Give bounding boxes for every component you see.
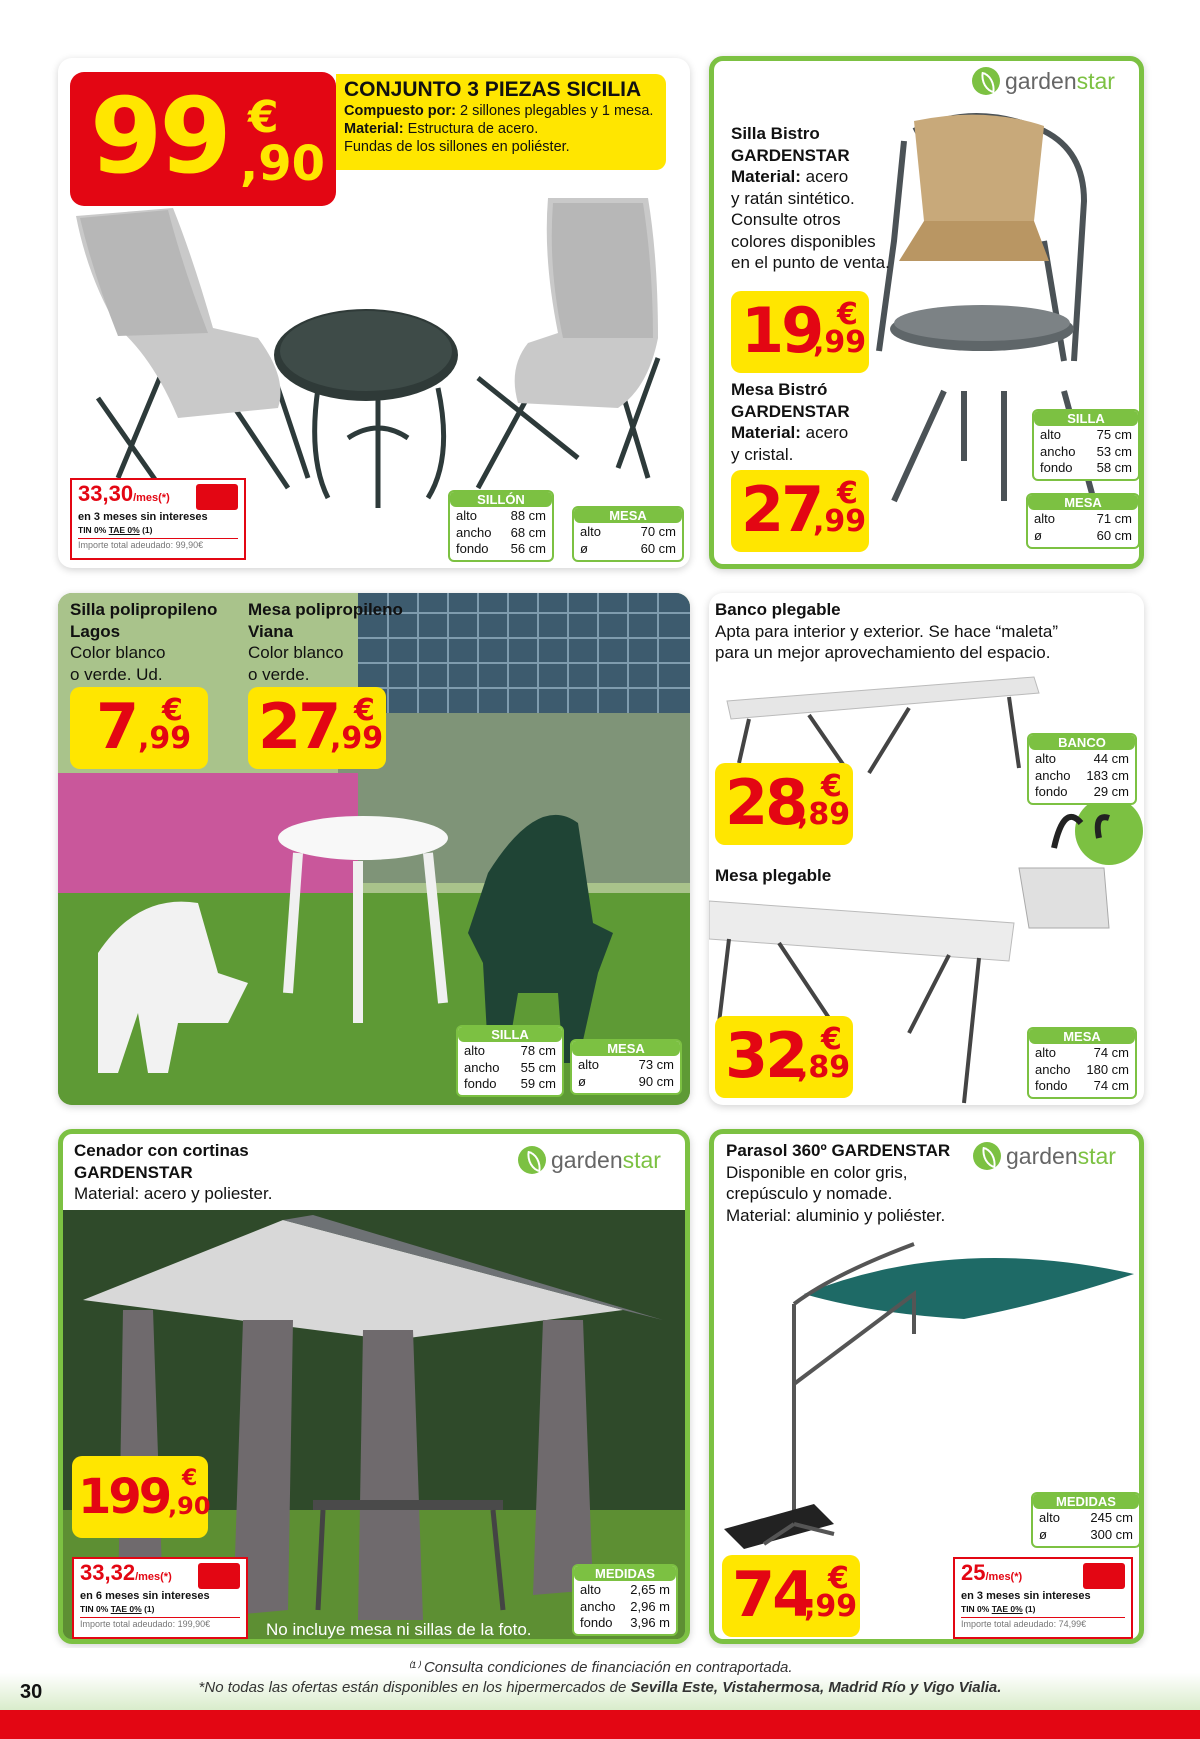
table-price-tag	[731, 470, 869, 552]
dimensions-silla	[1032, 409, 1140, 481]
tae-text: TAE 0%	[110, 1604, 142, 1614]
page-number: 30	[20, 1681, 43, 1703]
price-integer: 19	[741, 294, 822, 367]
dimensions-sillon	[448, 490, 554, 562]
dim-row: fondo 74 cm	[1035, 1078, 1129, 1093]
viana-desc: Color blanco	[248, 643, 344, 662]
price-integer: 199	[78, 1469, 170, 1525]
chair-material	[731, 166, 911, 188]
dimensions-cenador	[572, 1564, 678, 1636]
brand-part-a: garden	[1005, 67, 1077, 94]
dimensions-header: SILLÓN	[450, 492, 552, 507]
installments-text: en 3 meses sin intereses	[961, 1590, 1091, 1602]
dim-row: alto 44 cm	[1035, 751, 1129, 766]
sicilia-title: CONJUNTO 3 PIEZAS SICILIA	[344, 78, 642, 101]
product-panel-sicilia	[58, 58, 690, 568]
sicilia-info-box	[336, 74, 666, 170]
dimensions-header: SILLA	[458, 1027, 562, 1042]
price-currency: €	[248, 92, 279, 143]
dim-row: ancho 183 cm	[1035, 767, 1129, 783]
gardenstar-logo	[518, 1146, 661, 1174]
note-ref: (1)	[139, 525, 153, 535]
table-title: Mesa plegable	[715, 866, 832, 885]
availability-footnote	[130, 1678, 1070, 1698]
bistro-table-text	[731, 379, 911, 465]
amount-value: 33,30	[78, 481, 134, 506]
chair-desc: en el punto de venta.	[731, 253, 890, 272]
dim-row: alto 78 cm	[464, 1043, 556, 1058]
product-panel-bistro	[709, 56, 1144, 569]
material-value: acero	[800, 423, 849, 442]
store-list: Sevilla Este, Vistahermosa, Madrid Río y Vigo Vialia.	[630, 1679, 1002, 1696]
price-currency: €	[821, 769, 842, 804]
cenador-price-tag	[72, 1456, 211, 1538]
parasol-price-tag	[722, 1555, 860, 1637]
chair-desc: y ratán sintético.	[731, 188, 855, 208]
price-cents: ,99	[813, 504, 867, 539]
cenador-brand: GARDENSTAR	[74, 1162, 193, 1182]
price-currency: €	[162, 693, 183, 728]
price-cents: ,90	[240, 136, 326, 192]
financing-box	[70, 478, 246, 560]
credit-card-icon	[1083, 1563, 1125, 1589]
price-currency: €	[354, 693, 375, 728]
lagos-name: Lagos	[70, 621, 121, 641]
viana-title: Mesa polipropileno	[248, 600, 403, 619]
product-panel-parasol	[709, 1129, 1144, 1644]
viana-desc: o verde.	[248, 664, 310, 684]
parasol-desc: crepúsculo y nomade.	[726, 1184, 893, 1203]
footer-notes	[130, 1658, 1070, 1698]
sicilia-desc-line1	[344, 102, 658, 120]
product-panel-polipropileno	[58, 593, 690, 1105]
dimensions-header: MESA	[1029, 1029, 1135, 1044]
dimensions-silla	[456, 1025, 564, 1097]
dim-row: ø 300 cm	[1039, 1526, 1133, 1542]
parasol-desc: Disponible en color gris,	[726, 1162, 908, 1182]
label-material: Material:	[731, 423, 801, 442]
price-integer: 28	[725, 766, 806, 839]
chair-title: Silla Bistro	[731, 124, 820, 143]
product-panel-cenador	[58, 1129, 690, 1644]
dim-row: ø 60 cm	[1034, 527, 1132, 543]
table-viana-text	[248, 599, 428, 685]
dim-row: ancho 180 cm	[1035, 1061, 1129, 1077]
dimensions-mesa	[572, 506, 684, 562]
dimensions-banco	[1027, 733, 1137, 805]
installments-text: en 6 meses sin intereses	[80, 1590, 210, 1602]
brand-part-b: star	[622, 1146, 661, 1173]
price-currency: €	[821, 1022, 842, 1057]
price-currency: €	[182, 1466, 198, 1491]
dimensions-header: MESA	[1028, 495, 1138, 510]
dimensions-header: MEDIDAS	[574, 1566, 676, 1581]
price-cents: ,89	[797, 797, 851, 832]
dim-row: fondo 59 cm	[464, 1076, 556, 1091]
price-integer: 7	[96, 690, 137, 763]
lagos-title: Silla polipropileno	[70, 600, 218, 619]
brand-part-a: garden	[1006, 1142, 1078, 1169]
dim-row: ancho 53 cm	[1040, 443, 1132, 459]
cenador-title: Cenador con cortinas	[74, 1141, 249, 1160]
interest-text	[80, 1603, 240, 1615]
installments-text: en 3 meses sin intereses	[78, 511, 208, 523]
product-panel-plegable	[709, 593, 1144, 1105]
viana-price-tag	[248, 687, 386, 769]
bench-desc: para un mejor aprovechamiento del espacio.	[715, 643, 1051, 662]
sicilia-price-tag	[70, 72, 336, 206]
price-currency: €	[828, 1561, 849, 1596]
price-currency: €	[837, 476, 858, 511]
composed-value: 2 sillones plegables y 1 mesa.	[455, 103, 654, 119]
price-cents: ,99	[804, 1589, 858, 1624]
table-price-tag	[715, 1016, 853, 1098]
price-integer: 27	[741, 473, 822, 546]
amount-unit: /mes(*)	[135, 1571, 172, 1583]
brand-part-b: star	[1076, 67, 1115, 94]
lagos-desc: Color blanco	[70, 643, 166, 662]
brand-part-b: star	[1077, 1142, 1116, 1169]
cenador-material: Material: acero y poliester.	[74, 1184, 273, 1203]
bench-text	[715, 599, 1135, 664]
dimensions-header: MESA	[574, 508, 682, 523]
table-brand: GARDENSTAR	[731, 401, 850, 421]
dim-row: alto 73 cm	[578, 1057, 674, 1072]
dim-row: alto 70 cm	[580, 524, 676, 539]
chair-brand: GARDENSTAR	[731, 145, 850, 165]
amount-unit: /mes(*)	[133, 492, 170, 504]
dim-row: ø 60 cm	[580, 540, 676, 556]
note-ref: (1)	[1022, 1604, 1036, 1614]
total-due: Importe total adeudado: 74,99€	[961, 1617, 1125, 1629]
dim-row: fondo 29 cm	[1035, 784, 1129, 799]
credit-card-icon	[196, 484, 238, 510]
dim-row: ø 90 cm	[578, 1073, 674, 1089]
dim-row: alto 2,65 m	[580, 1582, 670, 1597]
chair-price-tag	[731, 291, 869, 373]
bistro-chair-text	[731, 123, 911, 274]
dimensions-mesa	[570, 1039, 682, 1095]
material-value: Estructura de acero.	[403, 121, 539, 137]
tae-text: TAE 0%	[108, 525, 140, 535]
tin-text: TIN 0%	[78, 525, 109, 535]
dim-row: alto 74 cm	[1035, 1045, 1129, 1060]
amount-value: 25	[961, 1560, 986, 1585]
total-due: Importe total adeudado: 199,90€	[80, 1617, 240, 1629]
interest-text	[961, 1603, 1125, 1615]
label-material: Material:	[344, 121, 404, 137]
dim-row: fondo 58 cm	[1040, 460, 1132, 475]
table-title: Mesa Bistró	[731, 380, 828, 399]
brand-part-a: garden	[551, 1146, 623, 1173]
label-material: Material:	[731, 167, 801, 186]
sicilia-desc-line2	[344, 120, 658, 138]
dim-row: fondo 3,96 m	[580, 1615, 670, 1630]
tin-text: TIN 0%	[80, 1604, 111, 1614]
dimensions-mesa	[1026, 493, 1140, 549]
price-cents: ,89	[797, 1050, 851, 1085]
dim-row: alto 245 cm	[1039, 1510, 1133, 1525]
lagos-price-tag	[70, 687, 208, 769]
price-integer: 99	[90, 75, 229, 197]
chair-desc: Consulte otros	[731, 210, 841, 229]
bench-title: Banco plegable	[715, 600, 841, 619]
financing-box	[72, 1557, 248, 1639]
tin-text: TIN 0%	[961, 1604, 992, 1614]
credit-card-icon	[198, 1563, 240, 1589]
total-due: Importe total adeudado: 99,90€	[78, 538, 238, 550]
label-composed: Compuesto por:	[344, 103, 456, 119]
footer-red-bar	[0, 1710, 1200, 1739]
lagos-desc: o verde. Ud.	[70, 664, 163, 684]
dimensions-header: MESA	[572, 1041, 680, 1056]
dim-row: alto 75 cm	[1040, 427, 1132, 442]
dim-row: ancho 2,96 m	[580, 1598, 670, 1614]
price-currency: €	[837, 297, 858, 332]
bench-price-tag	[715, 763, 853, 845]
price-cents: ,99	[330, 721, 384, 756]
amount-unit: /mes(*)	[985, 1571, 1023, 1583]
dimensions-header: SILLA	[1034, 411, 1138, 426]
chair-desc: colores disponibles	[731, 231, 876, 251]
financing-footnote: ⁽¹⁾ Consulta condiciones de financiación en contraportada.	[407, 1659, 793, 1676]
price-cents: ,99	[813, 325, 867, 360]
dim-row: ancho 55 cm	[464, 1059, 556, 1075]
dimensions-parasol	[1031, 1492, 1141, 1548]
financing-box	[953, 1557, 1133, 1639]
table-desc: y cristal.	[731, 444, 794, 464]
dimensions-header: BANCO	[1029, 735, 1135, 750]
leaf-icon	[518, 1146, 546, 1174]
price-integer: 74	[732, 1558, 813, 1631]
material-value: acero	[800, 167, 849, 186]
viana-name: Viana	[248, 621, 294, 641]
dim-row: fondo 56 cm	[456, 541, 546, 556]
parasol-title: Parasol 360º GARDENSTAR	[726, 1141, 951, 1160]
gazebo-note: No incluye mesa ni sillas de la foto.	[266, 1620, 532, 1639]
amount-value: 33,32	[80, 1560, 136, 1585]
note-ref: (1)	[141, 1604, 155, 1614]
dim-row: alto 88 cm	[456, 508, 546, 523]
price-integer: 32	[725, 1019, 806, 1092]
table-plegable-text	[715, 865, 1015, 887]
dim-row: alto 71 cm	[1034, 511, 1132, 526]
table-material	[731, 422, 911, 444]
price-cents: ,90	[168, 1492, 211, 1520]
dim-row: ancho 68 cm	[456, 524, 546, 540]
availability-text: *No todas las ofertas están disponibles en los hipermercados de	[198, 1679, 631, 1696]
dimensions-header: MEDIDAS	[1033, 1494, 1139, 1509]
sicilia-desc-line3: Fundas de los sillones en poliéster.	[344, 139, 570, 155]
price-cents: ,99	[138, 721, 192, 756]
chair-lagos-text	[70, 599, 250, 685]
dimensions-mesa	[1027, 1027, 1137, 1099]
bench-desc: Apta para interior y exterior. Se hace “maleta”	[715, 621, 1058, 641]
price-integer: 27	[258, 690, 339, 763]
interest-text	[78, 524, 238, 536]
tae-text: TAE 0%	[991, 1604, 1023, 1614]
parasol-material: Material: aluminio y poliéster.	[726, 1205, 946, 1225]
cenador-text	[74, 1140, 454, 1205]
